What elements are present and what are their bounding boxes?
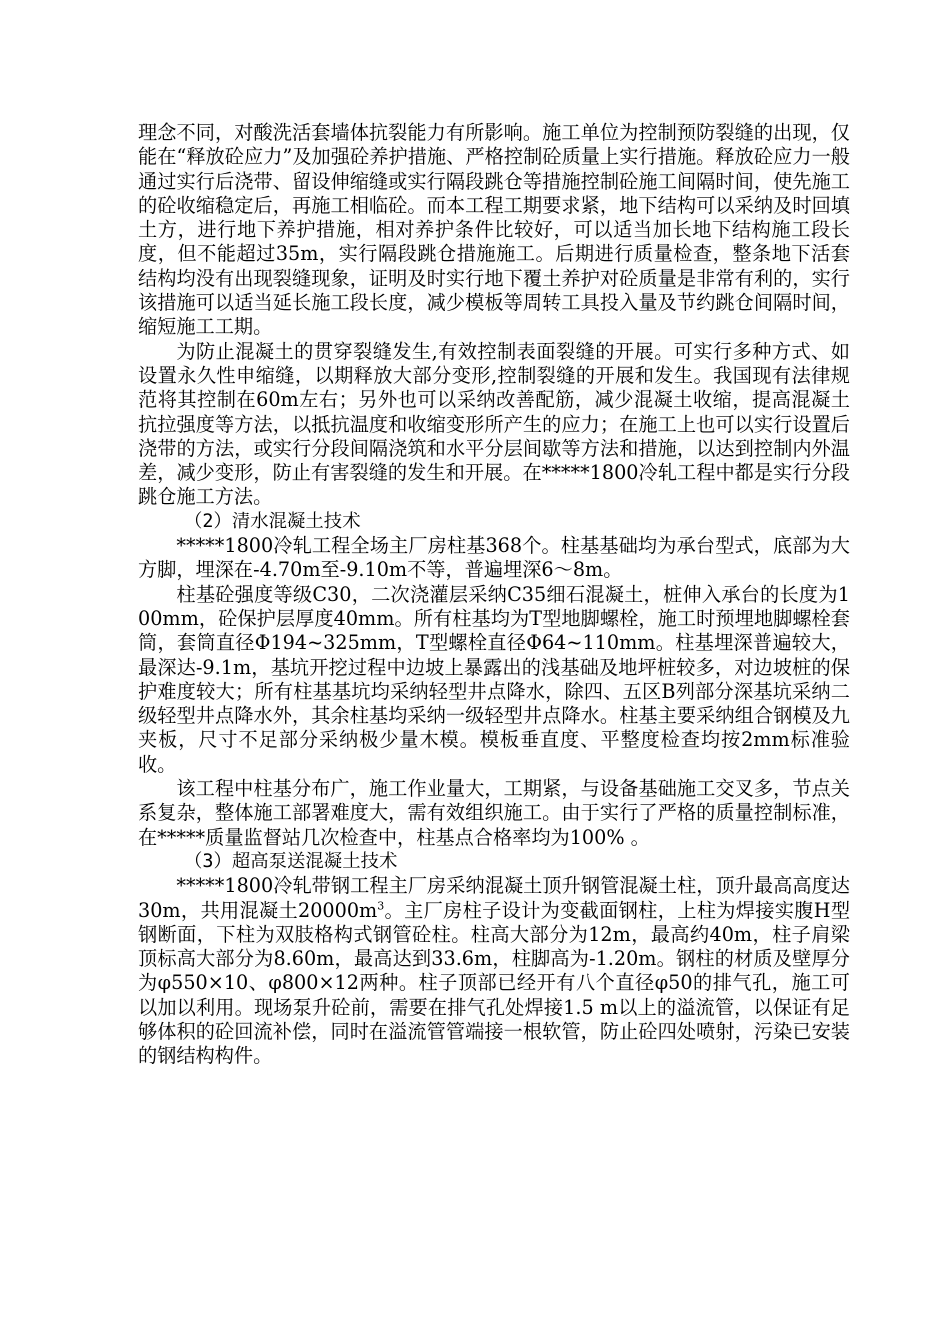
paragraph-quality-result: 该工程中柱基分布广，施工作业量大，工期紧，与设备基础施工交叉多，节点关系复杂，整体施工部署难度大，需有效组织施工。由于实行了严格的质量控制标准，在*****质量监督站几次检查中，柱基点合格率均为100% 。 [138, 777, 850, 849]
paragraph-column-foundations: *****1800冷轧工程全场主厂房柱基368个。柱基基础均为承台型式，底部为大方脚，埋深在-4.70m至-9.10m不等，普遍埋深6～8m。 [138, 534, 850, 582]
cubic-superscript: 3 [377, 899, 385, 913]
paragraph-steel-tube-columns [138, 874, 850, 1068]
paragraph-prevention-measures: 理念不同，对酸洗活套墙体抗裂能力有所影响。施工单位为控制预防裂缝的出现，仅能在“释放砼应力”及加强砼养护措施、严格控制砼质量上实行措施。释放砼应力一般通过实行后浇带、留设伸缩缝或实行隔段跳仓等措施控制砼施工间隔时间，使先施工的砼收缩稳定后，再施工相临砼。而本工程工期要求紧，地下结构可以采纳及时回填土方，进行地下养护措施，相对养护条件比较好，可以适当加长地下结构施工段长度，但不能超过35m，实行隔段跳仓措施施工。后期进行质量检查，整条地下活套结构均没有出现裂缝现象，证明及时实行地下覆土养护对砼质量是非常有利的，实行该措施可以适当延长施工段长度，减少模板等周转工具投入量及节约跳仓间隔时间，缩短施工工期。 [138, 121, 850, 339]
text-before-superscript: *****1800冷轧带钢工程主厂房采纳混凝土顶升钢管混凝土柱，顶升最高高度达30m，共用混凝土20000m [138, 874, 850, 922]
text-after-superscript: 。主厂房柱子设计为变截面钢柱，上柱为焊接实腹H型钢断面，下柱为双肢格构式钢管砼柱。柱高大部分为12m，最高约40m，柱子肩梁顶标高大部分为8.60m，最高达到33.6m，柱脚高为-1.20m。钢柱的材质及壁厚分为φ550×10、φ800×12两种。柱子顶部已经开有八个直径φ50的排气孔，施工可以加以利用。现场泵升砼前，需要在排气孔处焊接1.5 m以上的溢流管，以保证有足够体积的砼回流补偿，同时在溢流管管端接一根软管，防止砼四处喷射，污染已安装的钢结构构件。 [138, 898, 851, 1068]
section-heading-fair-faced-concrete: （2）清水混凝土技术 [184, 510, 361, 532]
paragraph-crack-control: 为防止混凝土的贯穿裂缝发生,有效控制表面裂缝的开展。可实行多种方式、如设置永久性申缩缝，以期释放大部分变形,控制裂缝的开展和发生。我国现有法律规范将其控制在60m左右；另外也可以采纳改善配筋，减少混凝土收缩，提高混凝土抗拉强度等方法，以抵抗温度和收缩变形所产生的应力；在施工上也可以实行设置后浇带的方法，或实行分段间隔浇筑和水平分层间歇等方法和措施，以达到控制内外温差，减少变形，防止有害裂缝的发生和开展。在*****1800冷轧工程中都是实行分段跳仓施工方法。 [138, 339, 850, 509]
section-heading-high-pumping-concrete: （3）超高泵送混凝土技术 [184, 850, 398, 872]
paragraph-foundation-specs: 柱基砼强度等级C30，二次浇灌层采纳C35细石混凝土，桩伸入承台的长度为100mm，砼保护层厚度40mm。所有柱基均为T型地脚螺栓，施工时预埋地脚螺栓套筒，套筒直径Φ194~325mm，T型螺栓直径Φ64~110mm。柱基埋深普遍较大，最深达-9.1m，基坑开挖过程中边坡上暴露出的浅基础及地坪桩较多，对边坡桩的保护难度较大；所有柱基基坑均采纳轻型井点降水，除四、五区B列部分深基坑采纳二级轻型井点降水外，其余柱基均采纳一级轻型井点降水。柱基主要采纳组合钢模及九夹板，尺寸不足部分采纳极少量木模。模板垂直度、平整度检查均按2mm标准验收。 [138, 582, 850, 776]
document-page [138, 121, 850, 1069]
